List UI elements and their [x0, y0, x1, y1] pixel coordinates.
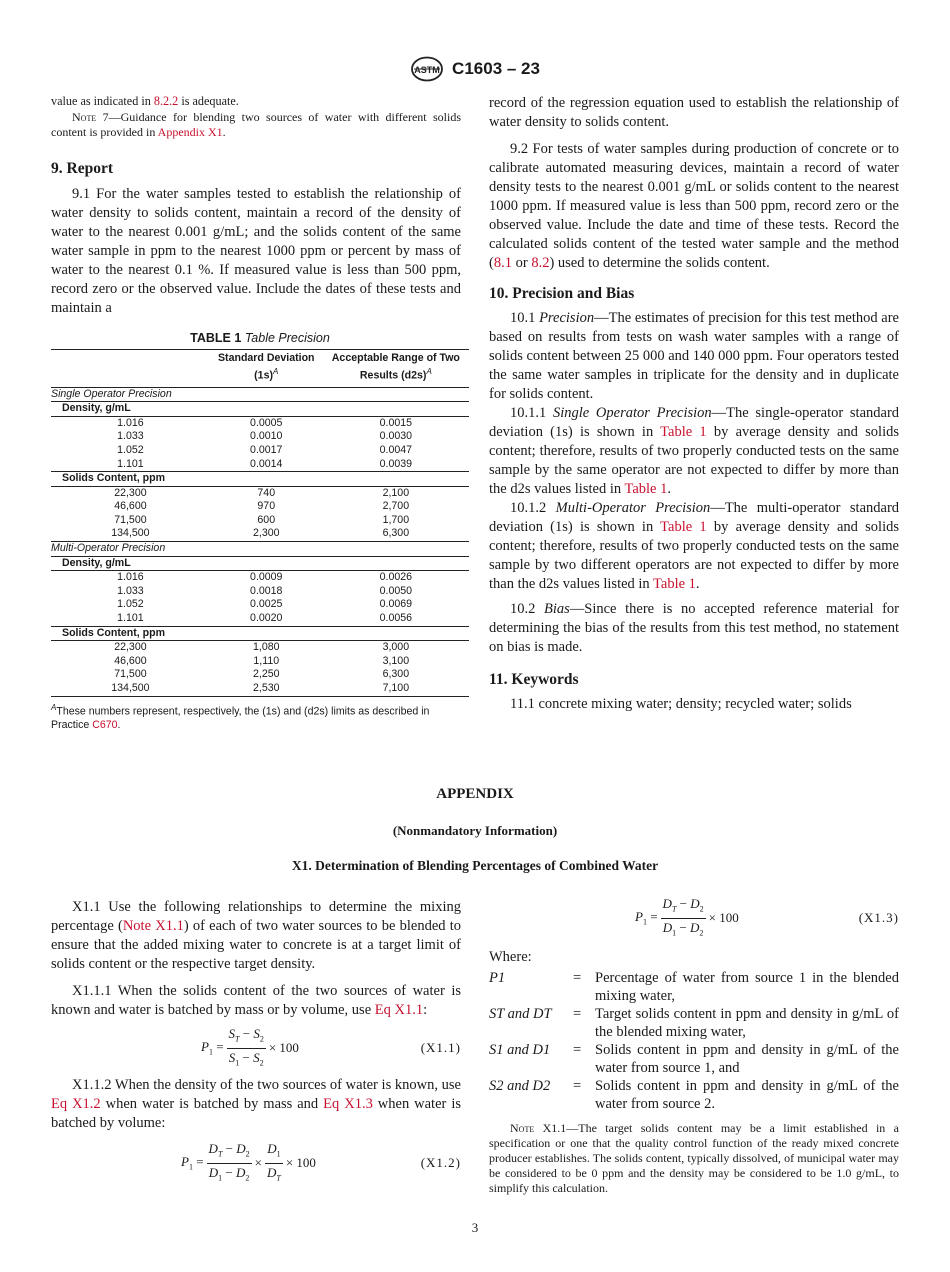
paragraph-10-1-2: 10.1.2 Multi-Operator Precision—The multi-operator standard deviation (1s) is shown in Table 1 by average density and solids content; therefore, results of two properly conducted tests on the same sample by two different operators are not expected to differ by more than the d2s values listed in Table 1. [489, 500, 900, 592]
col-header-std-dev: Standard Deviation $(1s)^A$ [210, 350, 323, 388]
table-cell: 0.0018 [250, 584, 283, 597]
paragraph-10-2: 10.2 Bias—Since there is no accepted reference material for determining the bias of the results from this test method, no statement on bias is made. [489, 601, 899, 655]
paragraph-x1-1-1: X1.1.1 When the solids content of the two sources of water is known and water is batched by mass or by volume, use Eq X1.1: [51, 983, 461, 1018]
table-cell: 1,700 [382, 513, 410, 526]
table-cell: 2,300 [210, 527, 323, 541]
where-symbol: S2 and D2 [489, 1078, 551, 1094]
equation-x1-2: $P_1$ = $\frac{D_T - D_2}{D_1 - D_2}$ × $\frac{D_1}{D_T}$ × 100 (X1.2) [181, 1140, 461, 1183]
link-8-2-2[interactable]: 8.2.2 [153, 94, 179, 108]
table-cell: 1.033 [117, 430, 144, 443]
paragraph-11-1: 11.1 concrete mixing water; density; recycled water; solids [510, 696, 852, 712]
astm-logo-icon [410, 56, 444, 82]
link-eq-x1-2[interactable]: Eq X1.2 [51, 1096, 101, 1112]
table-group-label: Solids Content, ppm [51, 472, 469, 487]
where-symbol: P1 [489, 970, 506, 986]
where-item [489, 1041, 899, 1077]
where-definition: Percentage of water from source 1 in the blended mixing water, [595, 970, 899, 1004]
table-row [51, 655, 469, 669]
equation-x1-3: $P_1$ = $\frac{D_T - D_2}{D_1 - D_2}$ × 100 (X1.3) [635, 895, 899, 938]
table-cell: 1.016 [117, 416, 144, 429]
table-cell: 0.0050 [379, 584, 413, 597]
table-cell: 1.101 [51, 612, 210, 626]
page-number: 3 [471, 1220, 479, 1235]
table-group-label: Density, g/mL [51, 556, 469, 571]
paragraph-9-2: 9.2 For tests of water samples during production of concrete or to calibrate automated measuring devices, maintain a record of water density tests to the nearest 0.001 g/mL or solids content to the nearest 1000 ppm. If measured value is less than 500 ppm, record zero or the observed value. Include the date and time of these tests. Record the calculated solids content of the tested water sample and the method (8.1 or 8.2) used to determine the solids content. [489, 141, 899, 271]
table-cell: 1.052 [117, 443, 144, 456]
table-cell: 0.0009 [250, 571, 283, 584]
link-note-x1-1[interactable]: Note X1.1 [122, 918, 184, 934]
table-cell: 22,300 [114, 486, 147, 499]
table-cell: 7,100 [323, 682, 469, 696]
where-label: Where: [489, 949, 532, 965]
table-row [51, 430, 469, 444]
table-row [51, 514, 469, 528]
table-subgroup-row [51, 626, 469, 641]
link-eq-x1-3[interactable]: Eq X1.3 [323, 1096, 373, 1112]
table-row [51, 486, 469, 500]
table-row [51, 612, 469, 626]
table-group-label: Multi-Operator Precision [51, 542, 469, 557]
paragraph-9-1: 9.1 For the water samples tested to establish the relationship of water density to solids content, maintain a record of the density of water to the nearest 0.001 g/mL; and the solids content of the same water sample in ppm to the nearest 1000 ppm or percent by mass of water to the nearest 0.1 %. If measured value is less than 500 ppm, record zero or the observed value. Include the dates of these tests and maintain a [51, 186, 461, 316]
table-cell: 2,530 [210, 682, 323, 696]
table-cell: 71,500 [114, 668, 147, 681]
where-item [489, 969, 899, 1005]
table-cell: 6,300 [323, 527, 469, 541]
equals-sign: = [573, 1042, 582, 1058]
table-cell: 2,250 [253, 668, 280, 681]
eq-number-x1-3: (X1.3) [858, 910, 899, 925]
table-cell: 6,300 [382, 668, 410, 681]
link-table-1[interactable]: Table 1 [653, 576, 696, 592]
svg-text:ASTM: ASTM [414, 65, 440, 75]
link-appendix-x1[interactable]: Appendix X1 [157, 125, 223, 139]
table-cell: 1,110 [253, 654, 280, 667]
table-cell: 134,500 [51, 527, 210, 541]
appendix-subtitle: (Nonmandatory Information) [392, 823, 558, 838]
where-symbol: S1 and D1 [489, 1042, 551, 1058]
table-cell: 0.0017 [250, 443, 283, 456]
table-cell: 0.0025 [250, 598, 283, 611]
paragraph-10-1-1: 10.1.1 Single Operator Precision—The single-operator standard deviation (1s) is shown in Table 1 by average density and solids content; therefore, results of two properly conducted tests on the same sample by the same operator are not expected to differ by more than the d2s values listed in Table 1. [489, 405, 900, 497]
link-eq-x1-1[interactable]: Eq X1.1 [374, 1002, 424, 1018]
page-header [0, 56, 950, 82]
table-cell: 1.052 [117, 598, 144, 611]
appendix-right-column [489, 896, 899, 1196]
paragraph-x1-1-2: X1.1.2 When the density of the two sources of water is known, use Eq X1.2 when water is batched by mass and Eq X1.3 when water is batched by volume: [51, 1077, 461, 1131]
table-cell: 22,300 [114, 641, 147, 654]
right-column [489, 94, 899, 714]
where-definition: Solids content in ppm and density in g/mL of the water from source 1, and [595, 1042, 899, 1076]
table-row [51, 444, 469, 458]
table-cell: 0.0026 [379, 571, 413, 584]
equation-x1-1: $P_1$ = $\frac{S_T - S_2}{S_1 - S_2}$ × 100 (X1.1) [201, 1025, 461, 1068]
table-cell: 1,080 [253, 641, 280, 654]
table-subgroup-row [51, 402, 469, 417]
table-cell: 3,000 [382, 641, 410, 654]
appendix-left-column [51, 898, 461, 1185]
table-group-row [51, 387, 469, 402]
table-cell: 0.0010 [250, 430, 283, 443]
where-list [489, 969, 899, 1113]
table-footnote: $^A$These numbers represent, respectively, the (1s) and (d2s) limits as described in Practice C670. [51, 702, 430, 732]
table-row [51, 527, 469, 541]
x1-title: X1. Determination of Blending Percentages of Combined Water [291, 858, 659, 873]
table-cell: 71,500 [114, 513, 147, 526]
table-row [51, 598, 469, 612]
continued-text: value as indicated in 8.2.2 is adequate. [51, 94, 239, 108]
where-definition: Solids content in ppm and density in g/mL of the water from source 2. [595, 1078, 899, 1112]
table-cell: 740 [257, 486, 276, 499]
table-group-label: Density, g/mL [51, 402, 469, 417]
link-table-1[interactable]: Table 1 [624, 481, 668, 497]
equals-sign: = [573, 970, 582, 986]
paragraph-x1-1: X1.1 Use the following relationships to determine the mixing percentage (Note X1.1) of each of two water sources to be blended to ensure that the added mixing water to concrete is at a target limit of solids content or the respective target density. [51, 899, 461, 972]
table-cell: 0.0005 [250, 416, 283, 429]
precision-table [51, 349, 469, 697]
paragraph-10-1: 10.1 Precision—The estimates of precision for this test method are based on results from tests on wash water samples with a range of solids content between 25 000 and 140 000 ppm. Four operators tested the same water samples in triplicate for the density and in duplicate for solids content. [489, 310, 899, 402]
link-8-2[interactable]: 8.2 [531, 255, 550, 271]
table-row [51, 416, 469, 430]
table-group-label: Solids Content, ppm [51, 626, 469, 641]
table-row [51, 668, 469, 682]
table-row [51, 682, 469, 696]
table-cell: 0.0069 [379, 598, 413, 611]
table-cell: 0.0014 [210, 458, 323, 472]
equals-sign: = [573, 1078, 582, 1094]
table-group-label: Single Operator Precision [51, 387, 469, 402]
link-8-1[interactable]: 8.1 [493, 255, 512, 271]
table-cell: 1.016 [117, 571, 144, 584]
table-cell: 1.033 [117, 584, 144, 597]
table-row [51, 585, 469, 599]
eq-number-x1-1: (X1.1) [420, 1040, 461, 1055]
table-cell: 0.0047 [379, 443, 413, 456]
table-row [51, 571, 469, 585]
table-caption: TABLE 1 Table Precision [190, 331, 330, 345]
where-item [489, 1005, 899, 1041]
table-cell: 0.0020 [210, 612, 323, 626]
equals-sign: = [573, 1006, 582, 1022]
section-10-heading: 10. Precision and Bias [489, 285, 635, 302]
where-definition: Target solids content in ppm and density in g/mL of the blended mixing water, [595, 1006, 899, 1040]
paragraph-9-1-continued: record of the regression equation used to establish the relationship of water density to solids content. [489, 95, 899, 130]
table-cell: 970 [257, 500, 276, 513]
table-cell: 2,100 [382, 486, 410, 499]
table-cell: 1.101 [51, 458, 210, 472]
section-9-heading: 9. Report [51, 160, 113, 177]
col-header-range: Acceptable Range of Two Results $(d2s)^A$ [323, 350, 469, 388]
where-item [489, 1077, 899, 1113]
eq-number-x1-2: (X1.2) [420, 1155, 461, 1170]
link-table-1[interactable]: Table 1 [660, 424, 707, 440]
table-row [51, 641, 469, 655]
left-column-top [51, 94, 461, 318]
table-1 [51, 331, 469, 732]
table-cell: 0.0056 [323, 612, 469, 626]
table-cell: 46,600 [114, 654, 147, 667]
table-subgroup-row [51, 472, 469, 487]
note-x1-1: Note X1.1—The target solids content may be a limit established in a specification or one that the quality control function of the ready mixed concrete producer establishes. The solids content, typically dissolved, of municipal water may be considered to be 0 ppm and the density may be considered to be 1.0 g/mL, to simplify this calculation. [489, 1121, 900, 1195]
table-cell: 0.0030 [379, 430, 413, 443]
table-cell: 0.0039 [323, 458, 469, 472]
table-cell: 134,500 [51, 682, 210, 696]
link-c670[interactable]: C670 [92, 719, 118, 732]
link-table-1[interactable]: Table 1 [660, 519, 707, 535]
note-7: Note 7—Guidance for blending two sources of water with different solids content is provided in Appendix X1. [51, 110, 461, 139]
table-cell: 46,600 [114, 500, 147, 513]
table-cell: 3,100 [382, 654, 410, 667]
appendix-title: APPENDIX [436, 786, 514, 802]
table-cell: 2,700 [382, 500, 410, 513]
table-row [51, 458, 469, 472]
where-symbol: ST and DT [489, 1006, 552, 1022]
table-cell: 0.0015 [379, 416, 413, 429]
table-cell: 600 [257, 513, 276, 526]
section-11-heading: 11. Keywords [489, 671, 579, 688]
table-row [51, 500, 469, 514]
table-group-row [51, 542, 469, 557]
table-subgroup-row [51, 556, 469, 571]
document-designation: C1603 – 23 [452, 59, 540, 78]
